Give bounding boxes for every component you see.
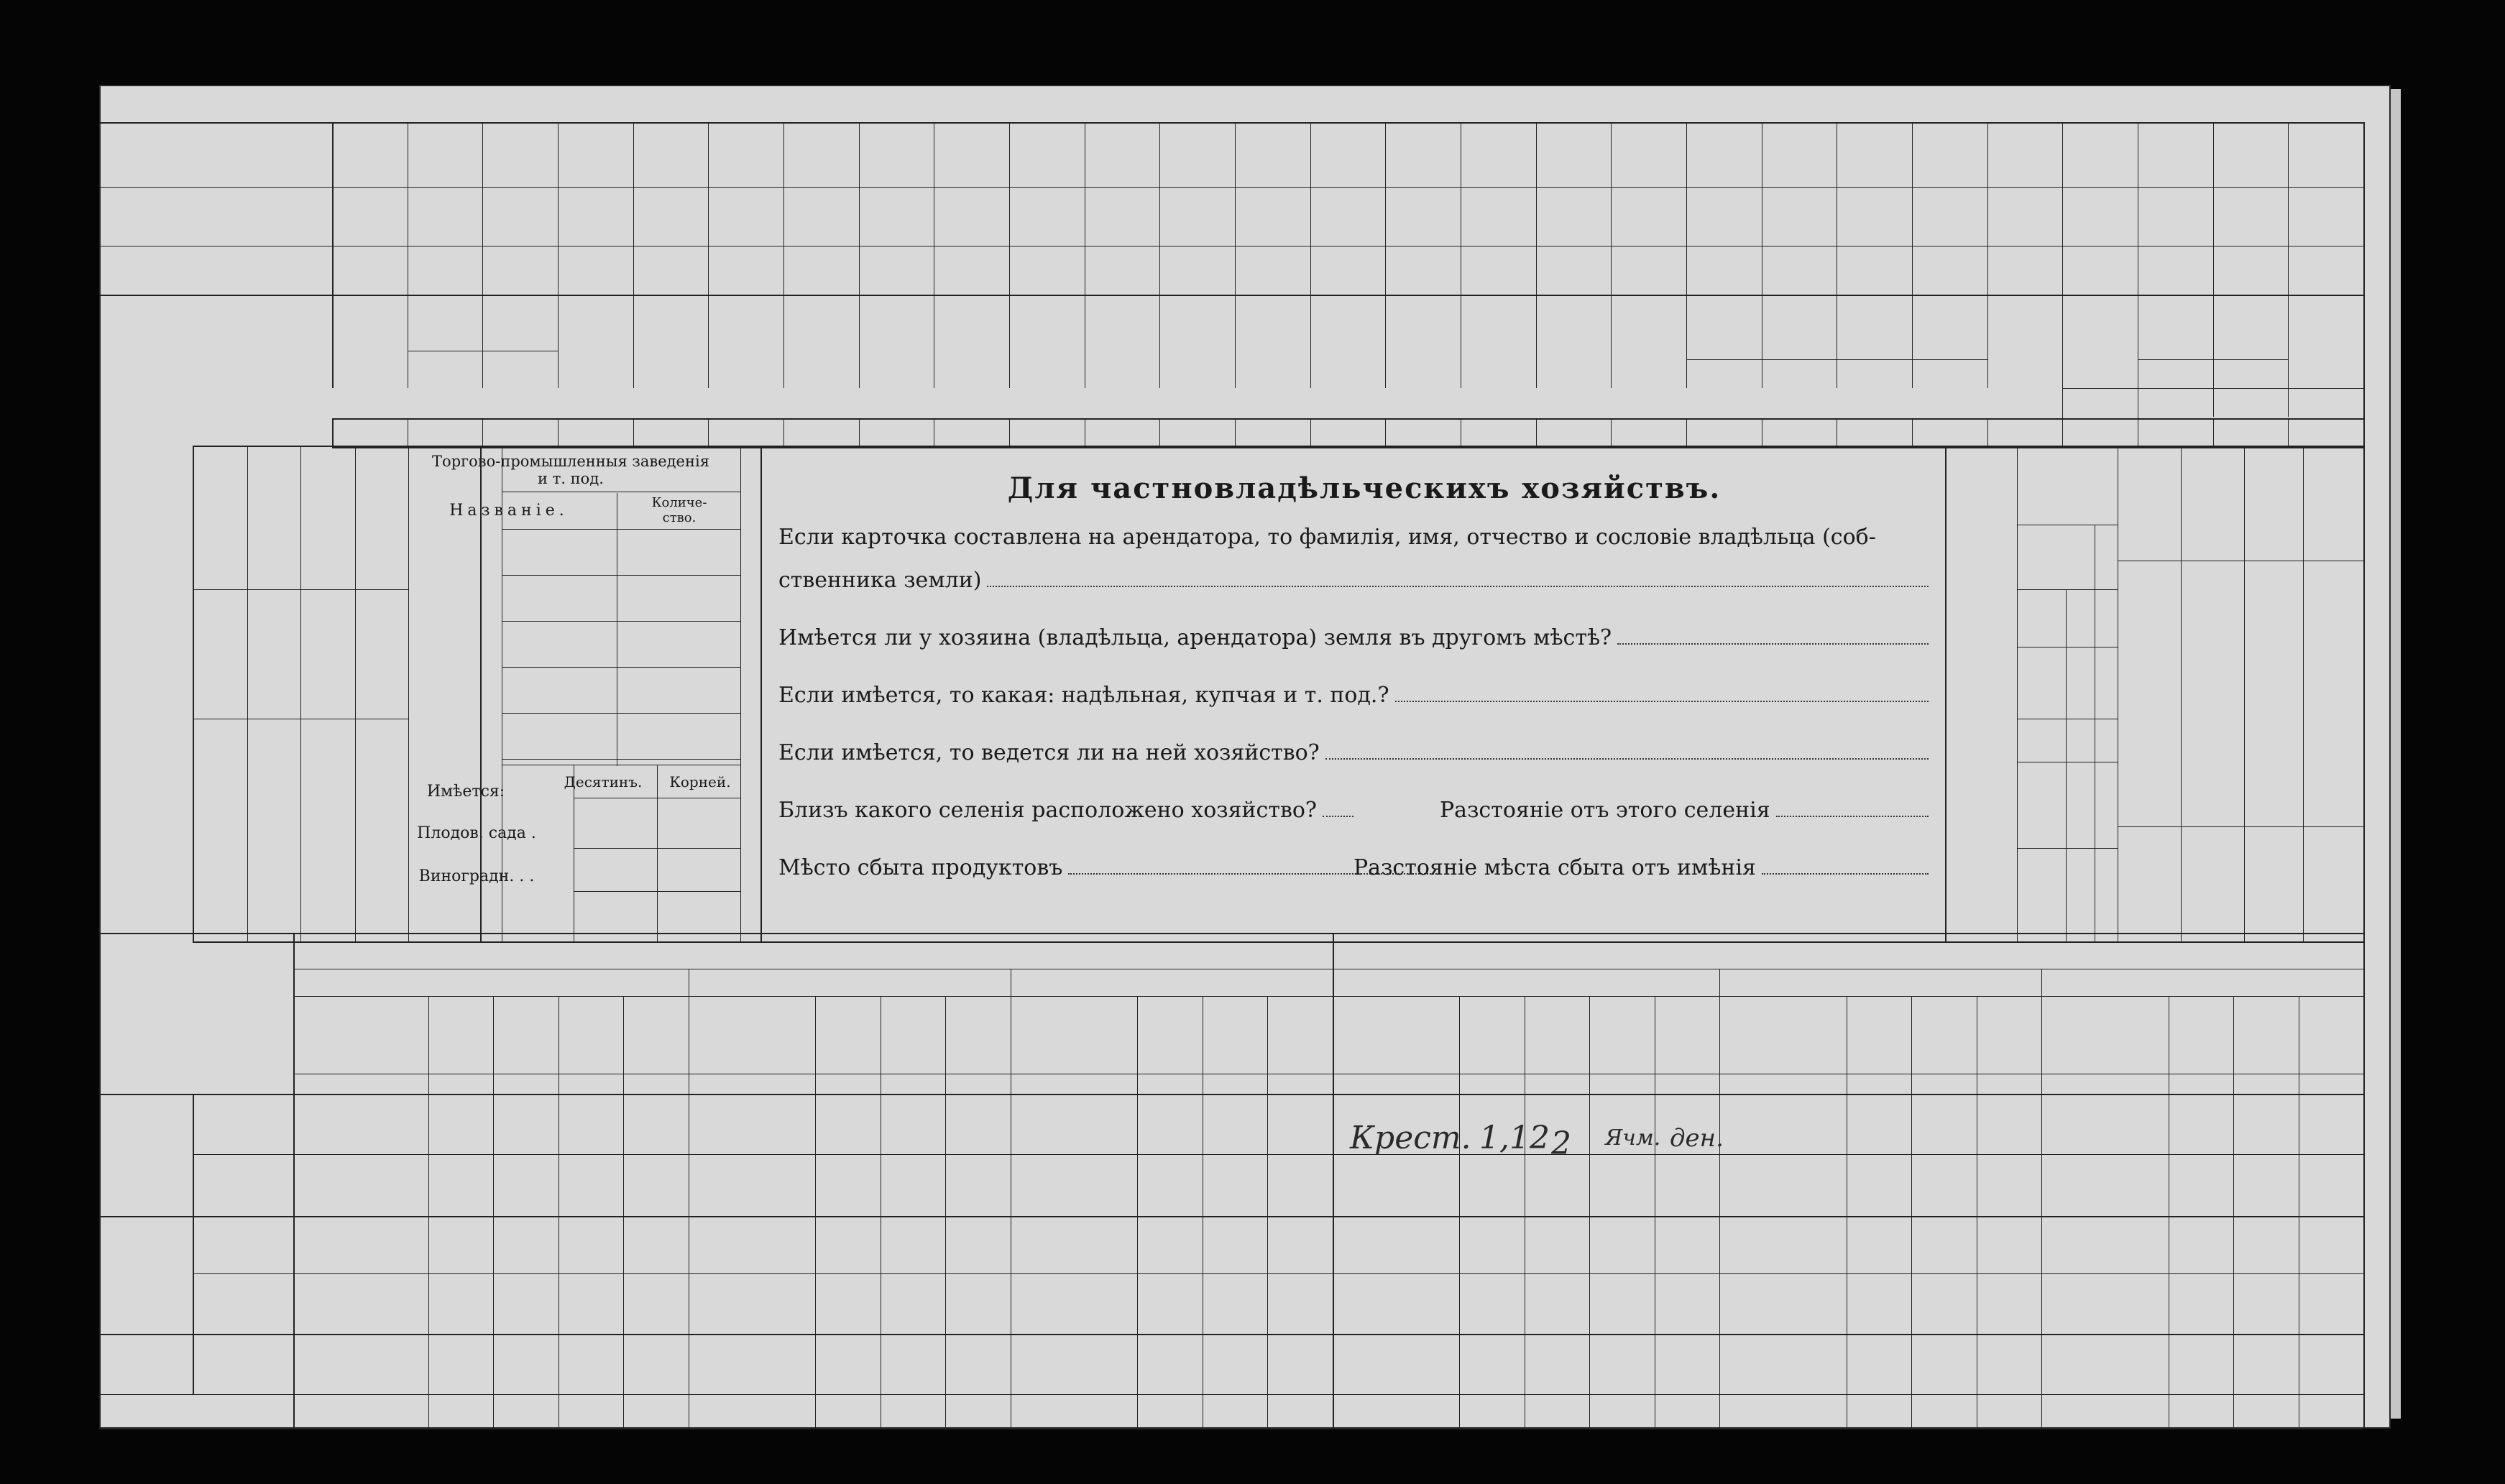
lease-col-header <box>1204 999 1266 1071</box>
handwritten-term: 2 <box>1551 1125 1571 1162</box>
rule-line <box>859 122 860 388</box>
rule-line <box>708 122 709 388</box>
column-number <box>1085 418 1160 447</box>
desyatin-header: Десятинъ. <box>564 773 643 791</box>
rule-line <box>2363 446 2365 941</box>
column-header <box>1990 299 2060 388</box>
ozim-group-label <box>408 352 558 387</box>
population-number <box>2095 762 2118 834</box>
rule-line <box>502 667 740 668</box>
population-title <box>1949 460 2016 934</box>
lease-col-number <box>559 1074 623 1094</box>
column-number <box>1235 418 1310 447</box>
lease-col-number <box>493 1074 558 1094</box>
rule-line <box>193 589 408 590</box>
lease-col-header <box>495 999 556 1071</box>
staff-col-label-bottom <box>2303 834 2363 934</box>
hired-title <box>414 453 479 934</box>
lease-col-header <box>2235 999 2297 1071</box>
lease-col-number <box>881 1074 945 1094</box>
crops-band-label <box>332 388 2062 418</box>
rule-line <box>633 122 634 388</box>
mnogolet-group-label <box>1686 361 1987 388</box>
perelog-group-label <box>2138 361 2288 388</box>
column-number <box>783 418 859 447</box>
men-working-label <box>2066 719 2095 805</box>
lease-col-header <box>1333 996 1460 1074</box>
handwritten-payment: ден. <box>1670 1124 1724 1153</box>
question-owner-text-b: ственника земли) <box>778 568 982 593</box>
hired-col-label <box>354 460 404 568</box>
answer-line <box>1325 758 1929 760</box>
population-number <box>2095 532 2118 604</box>
column-header <box>482 298 558 348</box>
column-header <box>1463 299 1533 388</box>
rule-line <box>193 1273 2363 1274</box>
column-number <box>1912 418 1987 447</box>
question-village-distance-text: Разстоянiе отъ этого селенiя <box>1440 798 1770 823</box>
lease-col-number <box>428 1074 493 1094</box>
rule-line <box>1911 996 1912 1429</box>
rule-line <box>99 1094 2363 1095</box>
rule-line <box>428 996 429 1429</box>
lease-col-header <box>1011 996 1138 1074</box>
rule-line <box>945 996 946 1429</box>
rule-line <box>2288 122 2289 417</box>
staff-col-label-bottom <box>2181 834 2244 934</box>
rule-line <box>502 621 740 622</box>
question-village <box>778 798 1353 823</box>
trade-name-header: Названiе. <box>449 502 569 520</box>
rule-line <box>2233 996 2234 1429</box>
column-number <box>859 418 934 447</box>
lease-row-label <box>193 1154 293 1216</box>
question-land-type-text: Если имѣется, то какая: надѣльная, купчая и т. под.? <box>778 683 1389 708</box>
row-label <box>114 187 322 246</box>
rule-line <box>1536 122 1537 388</box>
sdacha-pashni <box>1333 969 1719 996</box>
row-label <box>114 246 322 295</box>
column-header <box>2291 299 2361 388</box>
lease-col-number <box>2299 1074 2363 1094</box>
lease-col-number <box>1589 1074 1654 1094</box>
crop-table <box>99 122 2391 458</box>
column-number <box>1385 418 1461 447</box>
imeetsya-label: Имѣется: <box>426 783 505 801</box>
rule-line <box>760 446 762 941</box>
answer-line <box>1395 701 1929 702</box>
question-farming <box>778 740 1929 765</box>
men-label <box>2017 791 2066 934</box>
rule-line <box>574 891 740 892</box>
rule-line <box>480 446 482 941</box>
lease-col-number <box>1011 1074 1138 1094</box>
rule-line <box>502 713 740 714</box>
lease-col-header <box>560 999 622 1071</box>
hired-number <box>249 460 293 561</box>
lease-col-header <box>1656 999 1718 1071</box>
column-number <box>1009 418 1085 447</box>
question-other-land-text: Имѣется ли у хозяина (владѣльца, арендатора) земля въ другомъ мѣстѣ? <box>778 625 1612 650</box>
rule-line <box>1912 122 1913 388</box>
lease-col-header <box>817 999 878 1071</box>
lease-col-header <box>625 999 686 1071</box>
column-header <box>786 299 856 388</box>
question-village-text: Близъ какого селенiя расположено хозяйство? <box>778 798 1317 823</box>
rule-line <box>2363 122 2365 447</box>
lease-col-number <box>1655 1074 1719 1094</box>
column-number <box>1159 418 1235 447</box>
rule-line <box>1137 996 1138 1429</box>
rule-line <box>99 1334 2363 1335</box>
lease-col-number <box>2041 1074 2169 1094</box>
rule-line <box>1611 122 1612 388</box>
rule-line <box>193 446 2363 447</box>
lease-col-header <box>1461 999 1522 1071</box>
rule-line <box>1686 359 1987 360</box>
row-label <box>114 295 322 447</box>
private-farms-title: Для частновладѣльческихъ хозяйствъ. <box>1007 471 1722 505</box>
column-header <box>1162 299 1232 388</box>
rule-line <box>99 1394 2363 1395</box>
rule-line <box>502 759 740 760</box>
staff-col-label-bottom <box>2118 834 2181 934</box>
answer-line <box>1323 816 1353 817</box>
lease-col-number <box>945 1074 1010 1094</box>
vne-nadel-group-label <box>99 1216 193 1334</box>
column-number <box>332 418 408 447</box>
rule-line <box>1459 996 1460 1429</box>
lease-col-number <box>815 1074 880 1094</box>
rule-line <box>1686 122 1687 388</box>
rule-line <box>502 529 740 530</box>
column-number <box>1837 418 1912 447</box>
arenda-pokos <box>689 969 1011 996</box>
rule-line <box>657 765 658 941</box>
question-owner-b <box>778 568 1929 593</box>
lease-col-header <box>1913 999 1975 1071</box>
lease-col-number <box>2169 1074 2233 1094</box>
lease-col-number <box>1333 1074 1460 1094</box>
question-market-distance-text: Разстоянiе мѣста сбыта отъ имѣнiя <box>1353 855 1756 880</box>
lease-col-number <box>1911 1074 1976 1094</box>
question-other-land <box>778 625 1929 650</box>
question-market <box>778 855 1440 880</box>
lease-col-header <box>1269 999 1330 1071</box>
question-market-text: Мѣсто сбыта продуктовъ <box>778 855 1063 880</box>
column-number <box>2288 418 2363 447</box>
hired-number <box>196 460 240 561</box>
population-number <box>2095 676 2118 747</box>
hired-number <box>141 460 185 561</box>
answer-line <box>987 586 1929 587</box>
lease-col-header <box>2041 996 2169 1074</box>
rule-line <box>1235 122 1236 388</box>
census-card <box>99 85 2391 1429</box>
rule-line <box>1945 446 1946 941</box>
lease-col-header <box>1719 996 1847 1074</box>
lease-col-number <box>293 1074 428 1094</box>
column-number <box>2062 418 2138 447</box>
column-header <box>862 299 932 388</box>
lease-col-header <box>1139 999 1200 1071</box>
column-number <box>1686 418 1762 447</box>
column-header <box>335 299 405 388</box>
handwritten-crop: Ячм. <box>1605 1125 1661 1151</box>
lease-col-number <box>1459 1074 1524 1094</box>
lease-table <box>99 933 2391 1429</box>
rule-line <box>2363 933 2365 1429</box>
lease-col-header <box>430 999 492 1071</box>
rule-line <box>1385 122 1386 388</box>
lease-col-header <box>1978 999 2040 1071</box>
question-village-distance <box>1440 798 1929 823</box>
column-header <box>1088 299 1157 388</box>
hired-number <box>303 460 348 561</box>
column-header <box>408 298 483 348</box>
nadel-group-label <box>99 1094 193 1216</box>
rule-line <box>99 122 2363 124</box>
column-header <box>1238 299 1307 388</box>
lease-col-number <box>1719 1074 1847 1094</box>
lease-col-header <box>1526 999 1588 1071</box>
staff-col-label-top <box>2244 453 2303 553</box>
rule-line <box>558 122 559 388</box>
rule-line <box>783 122 784 388</box>
rule-line <box>2118 826 2363 827</box>
lease-col-header <box>947 999 1008 1071</box>
rule-line <box>408 446 409 941</box>
rule-line <box>1589 996 1590 1429</box>
column-header <box>711 299 781 388</box>
lease-col-header <box>1848 999 1910 1071</box>
rule-line <box>1009 122 1010 388</box>
column-number <box>633 418 709 447</box>
rule-line <box>574 848 740 849</box>
women-label <box>2017 647 2066 791</box>
column-number <box>1611 418 1686 447</box>
population-number <box>2095 848 2118 920</box>
column-number <box>1536 418 1612 447</box>
answer-line <box>1776 816 1929 817</box>
itogo-label <box>99 1334 293 1394</box>
question-market-distance <box>1353 855 1929 880</box>
lease-col-number <box>1977 1074 2041 1094</box>
lease-col-number <box>1267 1074 1332 1094</box>
rule-line <box>1987 122 1988 388</box>
column-number <box>1762 418 1837 447</box>
column-header <box>2065 299 2135 388</box>
column-number <box>934 418 1009 447</box>
column-header <box>1388 299 1458 388</box>
staff-col-label-top <box>2181 453 2244 553</box>
rule-line <box>1310 122 1311 388</box>
trade-qty-header: Количе- ство. <box>651 495 707 525</box>
rule-line <box>193 1154 2363 1155</box>
column-number <box>708 418 783 447</box>
lease-col-number <box>1847 1074 1911 1094</box>
rule-line <box>99 295 2363 296</box>
lease-col-number <box>2233 1074 2298 1094</box>
rule-line <box>493 996 494 1429</box>
column-number <box>408 418 483 447</box>
itogo-both-label <box>2030 525 2095 589</box>
question-owner-a <box>778 525 1929 550</box>
rule-line <box>2062 122 2063 447</box>
lease-col-number <box>623 1074 688 1094</box>
sdacha-pokos <box>1719 969 2041 996</box>
column-number <box>558 418 633 447</box>
column-number <box>1461 418 1536 447</box>
rule-line <box>99 187 2363 188</box>
column-number <box>1987 418 2063 447</box>
column-header <box>1539 299 1609 388</box>
row-label <box>114 122 322 187</box>
column-number <box>482 418 558 447</box>
lease-col-header <box>293 996 428 1074</box>
lease-row-label <box>193 1094 293 1154</box>
women-total-label <box>2066 654 2095 719</box>
rule-line <box>740 446 741 941</box>
lease-col-header <box>882 999 944 1071</box>
column-header <box>1012 299 1082 388</box>
lease-col-number <box>1525 1074 1589 1094</box>
lease-col-number <box>1203 1074 1267 1094</box>
sad-label: Плодов. сада . <box>417 824 536 843</box>
question-owner-text: Если карточка составлена на арендатора, то фамилiя, имя, отчество и сословiе владѣльца (соб- <box>778 525 1876 550</box>
rule-line <box>482 122 483 388</box>
lease-col-header <box>1591 999 1653 1071</box>
rule-line <box>502 575 740 576</box>
rule-line <box>623 996 624 1429</box>
arenda-header <box>293 933 1333 969</box>
answer-line <box>1762 873 1929 875</box>
lease-row-label <box>193 1273 293 1331</box>
lease-col-header <box>689 996 816 1074</box>
rule-line <box>1267 996 1268 1429</box>
column-number <box>2213 418 2289 447</box>
column-number <box>1310 418 1386 447</box>
men-total-label <box>2066 805 2095 870</box>
korney-header: Корней. <box>669 773 731 791</box>
rule-line <box>1159 122 1160 388</box>
lease-row-label <box>193 1216 293 1273</box>
lease-col-number <box>1137 1074 1202 1094</box>
answer-line <box>1617 643 1929 645</box>
column-header <box>561 299 630 388</box>
vinograd-label: Виноградн. . . <box>418 867 535 886</box>
column-header <box>1313 299 1383 388</box>
trade-title: Торгово-промышленныя заведенiя и т. под. <box>432 452 709 487</box>
column-header <box>636 299 706 388</box>
rule-line <box>815 996 816 1429</box>
hired-number-134 <box>193 848 247 941</box>
staff-col-label-bottom <box>2244 834 2303 934</box>
staff-col-label-top <box>2118 453 2181 553</box>
handwritten-whom: Крест. <box>1350 1120 1471 1156</box>
column-header <box>937 299 1006 388</box>
column-header <box>1614 299 1683 388</box>
rule-line <box>99 1216 2363 1217</box>
question-farming-text: Если имѣется, то ведется ли на ней хозяйство? <box>778 740 1320 765</box>
middle-section <box>99 446 2391 1013</box>
lease-col-header <box>2170 999 2232 1071</box>
lease-col-header <box>2300 999 2362 1071</box>
rule-line <box>2138 359 2288 360</box>
sdacha-header <box>1333 933 2363 969</box>
arenda-pashni <box>293 969 689 996</box>
handwritten-quantity: 1,12 <box>1479 1120 1550 1156</box>
lease-col-number <box>689 1074 816 1094</box>
question-land-type <box>778 683 1929 708</box>
women-working-label <box>2066 589 2095 654</box>
staff-col-label-top <box>2303 453 2363 553</box>
column-number <box>2138 418 2213 447</box>
